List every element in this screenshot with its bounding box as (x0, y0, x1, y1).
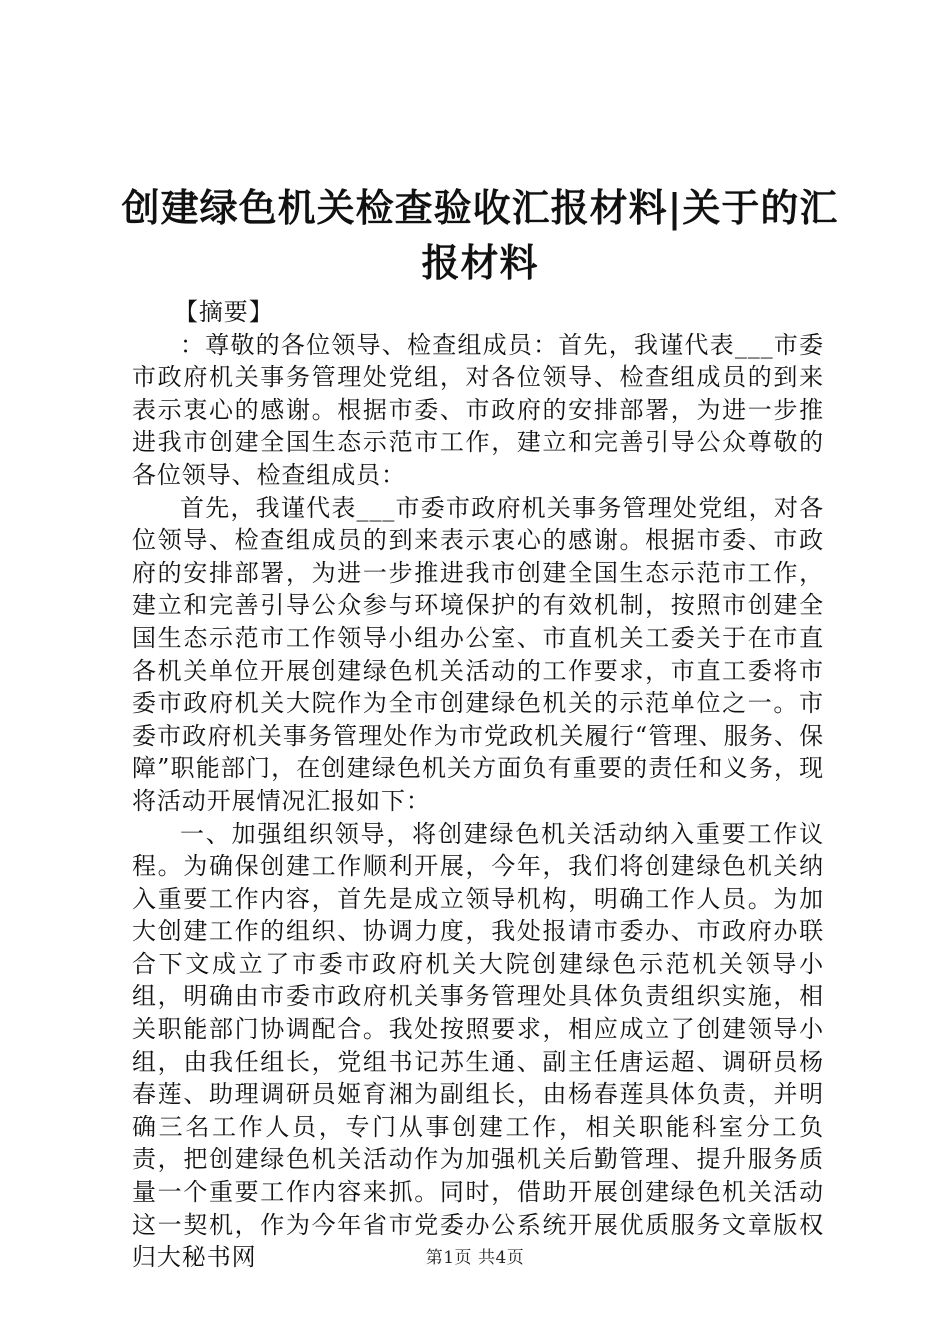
page-number-footer: 第1页 共4页 (425, 1248, 525, 1268)
abstract-label: 【摘要】 (174, 298, 274, 326)
abstract-paragraph: ：尊敬的各位领导、检查组成员：首先，我谨代表___市委市政府机关事务管理处党组，对各位领导、检查组成员的到来表示衷心的感谢。根据市委、市政府的安排部署，为进一步推进我市创建全国生态示范市工作，建立和完善引导公众尊敬的各位领导、检查组成员： (132, 330, 824, 489)
body-paragraph: 一、加强组织领导，将创建绿色机关活动纳入重要工作议程。为确保创建工作顺利开展，今年，我们将创建绿色机关纳入重要工作内容，首先是成立领导机构，明确工作人员。为加大创建工作的组织、协调力度，我处报请市委办、市政府办联合下文成立了市委市政府机关大院创建绿色示范机关领导小组，明确由市委市政府机关事务管理处具体负责组织实施，相关职能部门协调配合。我处按照要求，相应成立了创建领导小组，由我任组长，党组书记苏生通、副主任唐运超、调研员杨春莲、助理调研员姬育湘为副组长，由杨春莲具体负责，并明确三名工作人员，专门从事创建工作，相关职能科室分工负责，把创建绿色机关活动作为加强机关后勤管理、提升服务质量一个重要工作内容来抓。同时，借助开展创建绿色机关活动这一契机，作为今年省市党委办公系统开展优质服务文章版权归大秘书网 (132, 819, 824, 1272)
body-paragraph: 首先，我谨代表___市委市政府机关事务管理处党组，对各位领导、检查组成员的到来表示衷心的感谢。根据市委、市政府的安排部署，为进一步推进我市创建全国生态示范市工作，建立和完善引导公众参与环境保护的有效机制，按照市创建全国生态示范市工作领导小组办公室、市直机关工委关于在市直各机关单位开展创建绿色机关活动的工作要求，市直工委将市委市政府机关大院作为全市创建绿色机关的示范单位之一。市委市政府机关事务管理处作为市党政机关履行“管理、服务、保障”职能部门，在创建绿色机关方面负有重要的责任和义务，现将活动开展情况汇报如下： (132, 493, 824, 815)
document-body (132, 296, 824, 1274)
document-title: 创建绿色机关检查验收汇报材料|关于的汇报材料 (121, 185, 839, 285)
